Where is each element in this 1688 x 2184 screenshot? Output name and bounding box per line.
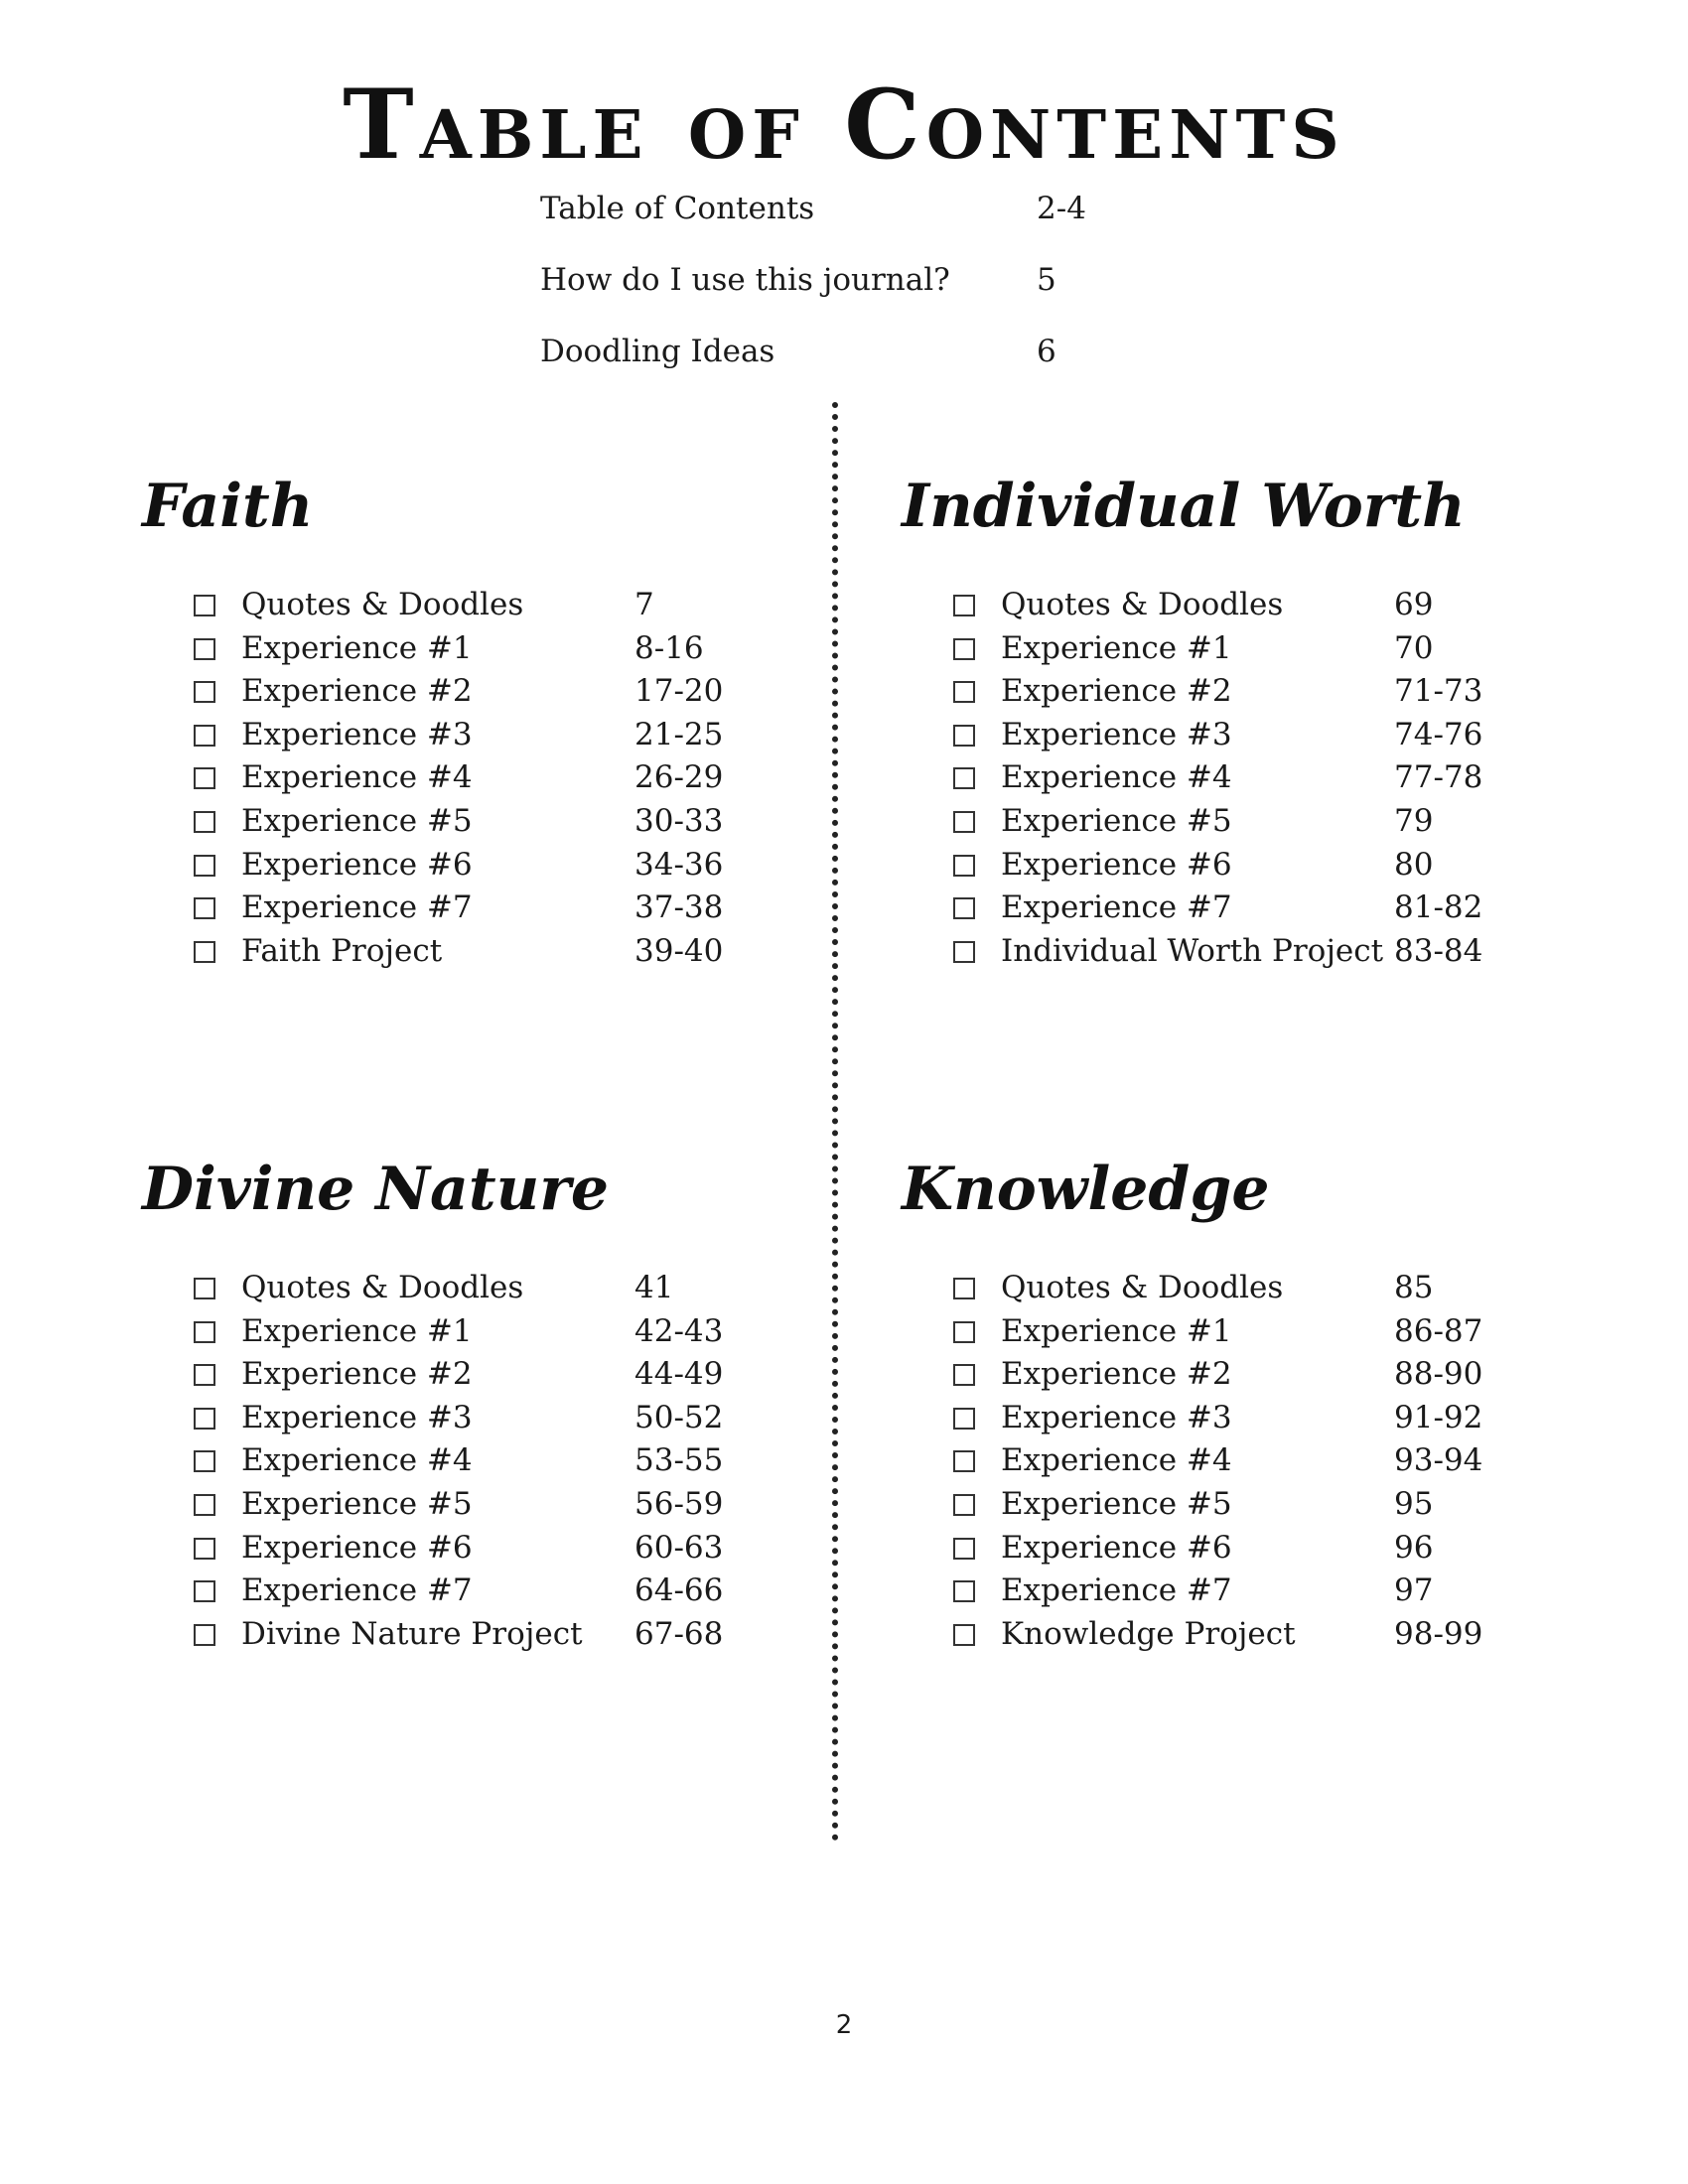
item-label: Experience #4: [1001, 1442, 1232, 1479]
section-title: Individual Worth: [902, 472, 1466, 541]
checklist: [194, 585, 829, 974]
checklist-item: [194, 628, 829, 672]
item-page: 97: [1394, 1572, 1434, 1609]
checkbox[interactable]: [953, 638, 975, 660]
intro-entry: [540, 260, 1235, 332]
item-label: Quotes & Doodles: [1001, 1270, 1284, 1305]
item-page: 17-20: [634, 673, 724, 710]
checklist-item: [953, 1440, 1589, 1484]
intro-entry-page: 6: [1037, 334, 1056, 369]
item-label: Experience #2: [1001, 1356, 1232, 1393]
item-label: Experience #3: [241, 1399, 473, 1435]
item-page: 37-38: [634, 889, 724, 926]
item-label: Experience #6: [241, 1529, 473, 1566]
checkbox[interactable]: [194, 1450, 215, 1472]
item-label: Experience #6: [1001, 846, 1232, 883]
item-page: 91-92: [1394, 1399, 1483, 1435]
intro-entry-page: 2-4: [1037, 191, 1086, 226]
checkbox[interactable]: [953, 811, 975, 833]
checklist-item: [194, 931, 829, 975]
checklist: [953, 585, 1589, 974]
checkbox[interactable]: [953, 1494, 975, 1516]
item-label: Experience #2: [241, 1356, 473, 1393]
checklist-item: [194, 1484, 829, 1528]
item-label: Experience #5: [241, 802, 473, 839]
checklist-item: [194, 1268, 829, 1311]
checklist-item: [194, 757, 829, 801]
checkbox[interactable]: [953, 767, 975, 789]
checkbox[interactable]: [194, 941, 215, 963]
item-page: 77-78: [1394, 759, 1483, 796]
item-page: 69: [1394, 587, 1434, 622]
intro-entry-label: How do I use this journal?: [540, 262, 950, 298]
checklist-item: [194, 1614, 829, 1658]
checkbox[interactable]: [194, 811, 215, 833]
checklist-item: [194, 845, 829, 888]
checklist-item: [953, 585, 1589, 628]
item-page: 41: [634, 1270, 674, 1305]
item-label: Experience #4: [241, 1442, 473, 1479]
checklist-item: [953, 1570, 1589, 1614]
item-label: Experience #4: [1001, 759, 1232, 796]
item-label: Experience #3: [1001, 716, 1232, 752]
checklist-item: [194, 585, 829, 628]
checklist-item: [953, 757, 1589, 801]
checkbox[interactable]: [953, 595, 975, 616]
item-label: Experience #7: [1001, 1572, 1232, 1609]
checkbox[interactable]: [194, 1278, 215, 1299]
checklist-item: [953, 1398, 1589, 1441]
checkbox[interactable]: [194, 767, 215, 789]
checklist-item: [953, 1354, 1589, 1398]
item-page: 53-55: [634, 1442, 724, 1479]
item-label: Experience #2: [1001, 673, 1232, 710]
checkbox[interactable]: [953, 1408, 975, 1430]
item-page: 50-52: [634, 1399, 724, 1435]
checkbox[interactable]: [953, 1364, 975, 1386]
item-page: 74-76: [1394, 716, 1483, 752]
intro-entry-label: Doodling Ideas: [540, 334, 775, 369]
checkbox[interactable]: [953, 1321, 975, 1343]
item-label: Individual Worth Project: [1001, 932, 1384, 969]
page-number: 2: [835, 2010, 853, 2040]
column-divider: [832, 402, 838, 1842]
item-label: Experience #7: [241, 889, 473, 926]
checklist-item: [953, 845, 1589, 888]
item-page: 44-49: [634, 1356, 724, 1393]
item-label: Experience #1: [1001, 629, 1232, 666]
checklist-item: [194, 1311, 829, 1355]
intro-entry: [540, 189, 1235, 260]
section-title: Knowledge: [902, 1155, 1270, 1224]
item-label: Experience #5: [1001, 802, 1232, 839]
intro-entry-page: 5: [1037, 262, 1056, 298]
checklist-item: [953, 887, 1589, 931]
checkbox[interactable]: [194, 681, 215, 703]
item-page: 71-73: [1394, 673, 1483, 710]
item-label: Experience #1: [241, 629, 473, 666]
item-page: 88-90: [1394, 1356, 1483, 1393]
intro-entries: [540, 189, 1235, 403]
intro-entry-label: Table of Contents: [540, 191, 815, 226]
checklist-item: [953, 715, 1589, 758]
item-page: 67-68: [634, 1615, 724, 1652]
checklist-item: [194, 1354, 829, 1398]
item-page: 8-16: [634, 629, 704, 666]
checkbox[interactable]: [953, 897, 975, 919]
checkbox[interactable]: [194, 1580, 215, 1602]
checklist-item: [194, 1440, 829, 1484]
section-title: Divine Nature: [142, 1155, 610, 1224]
item-page: 93-94: [1394, 1442, 1483, 1479]
item-page: 21-25: [634, 716, 724, 752]
checkbox[interactable]: [953, 681, 975, 703]
item-label: Quotes & Doodles: [1001, 587, 1284, 622]
checkbox[interactable]: [953, 725, 975, 747]
item-page: 60-63: [634, 1529, 724, 1566]
checklist-item: [953, 1484, 1589, 1528]
checklist-item: [194, 1528, 829, 1571]
checkbox[interactable]: [953, 941, 975, 963]
checklist-item: [194, 887, 829, 931]
section-knowledge: [902, 1155, 1617, 1652]
item-label: Experience #5: [1001, 1485, 1232, 1522]
checklist-item: [953, 1268, 1589, 1311]
item-page: 42-43: [634, 1312, 724, 1349]
item-label: Experience #3: [1001, 1399, 1232, 1435]
item-label: Quotes & Doodles: [241, 587, 524, 622]
checklist-item: [194, 671, 829, 715]
checkbox[interactable]: [194, 638, 215, 660]
item-page: 85: [1394, 1270, 1434, 1305]
checklist-item: [194, 1398, 829, 1441]
section-individual-worth: [902, 472, 1617, 969]
checkbox[interactable]: [194, 725, 215, 747]
checklist-item: [194, 801, 829, 845]
checkbox[interactable]: [953, 855, 975, 877]
item-label: Experience #1: [241, 1312, 473, 1349]
checklist-item: [953, 1311, 1589, 1355]
section-faith: [142, 472, 857, 969]
item-label: Experience #3: [241, 716, 473, 752]
item-page: 26-29: [634, 759, 724, 796]
checklist-item: [953, 1528, 1589, 1571]
checklist-item: [953, 801, 1589, 845]
item-page: 7: [634, 587, 654, 622]
checkbox[interactable]: [194, 1538, 215, 1560]
section-divine-nature: [142, 1155, 857, 1652]
checkbox[interactable]: [194, 897, 215, 919]
checkbox[interactable]: [194, 855, 215, 877]
item-page: 95: [1394, 1485, 1434, 1522]
item-page: 83-84: [1394, 932, 1483, 969]
checkbox[interactable]: [194, 1321, 215, 1343]
checklist-item: [953, 1614, 1589, 1658]
item-label: Experience #2: [241, 673, 473, 710]
checkbox[interactable]: [953, 1450, 975, 1472]
item-page: 34-36: [634, 846, 724, 883]
item-label: Quotes & Doodles: [241, 1270, 524, 1305]
item-page: 96: [1394, 1529, 1434, 1566]
item-label: Divine Nature Project: [241, 1615, 583, 1652]
item-page: 86-87: [1394, 1312, 1483, 1349]
checklist-item: [953, 671, 1589, 715]
item-page: 81-82: [1394, 889, 1483, 926]
item-page: 56-59: [634, 1485, 724, 1522]
item-label: Experience #7: [1001, 889, 1232, 926]
checkbox[interactable]: [194, 1408, 215, 1430]
item-page: 64-66: [634, 1572, 724, 1609]
checkbox[interactable]: [953, 1624, 975, 1646]
checklist-item: [953, 931, 1589, 975]
item-label: Knowledge Project: [1001, 1615, 1296, 1652]
page-title: Table of Contents: [343, 68, 1345, 181]
checklist-item: [194, 1570, 829, 1614]
item-page: 39-40: [634, 932, 724, 969]
item-label: Experience #4: [241, 759, 473, 796]
checkbox[interactable]: [953, 1580, 975, 1602]
item-label: Experience #6: [241, 846, 473, 883]
item-label: Experience #1: [1001, 1312, 1232, 1349]
checkbox[interactable]: [194, 1494, 215, 1516]
checklist: [953, 1268, 1589, 1657]
checkbox[interactable]: [194, 1624, 215, 1646]
section-title: Faith: [142, 472, 314, 541]
item-page: 80: [1394, 846, 1434, 883]
checkbox[interactable]: [194, 1364, 215, 1386]
item-page: 70: [1394, 629, 1434, 666]
item-label: Faith Project: [241, 932, 443, 969]
checklist: [194, 1268, 829, 1657]
intro-entry: [540, 332, 1235, 403]
checkbox[interactable]: [953, 1278, 975, 1299]
checklist-item: [953, 628, 1589, 672]
item-label: Experience #6: [1001, 1529, 1232, 1566]
item-label: Experience #7: [241, 1572, 473, 1609]
checklist-item: [194, 715, 829, 758]
item-page: 30-33: [634, 802, 724, 839]
item-page: 79: [1394, 802, 1434, 839]
checkbox[interactable]: [953, 1538, 975, 1560]
item-label: Experience #5: [241, 1485, 473, 1522]
item-page: 98-99: [1394, 1615, 1483, 1652]
checkbox[interactable]: [194, 595, 215, 616]
